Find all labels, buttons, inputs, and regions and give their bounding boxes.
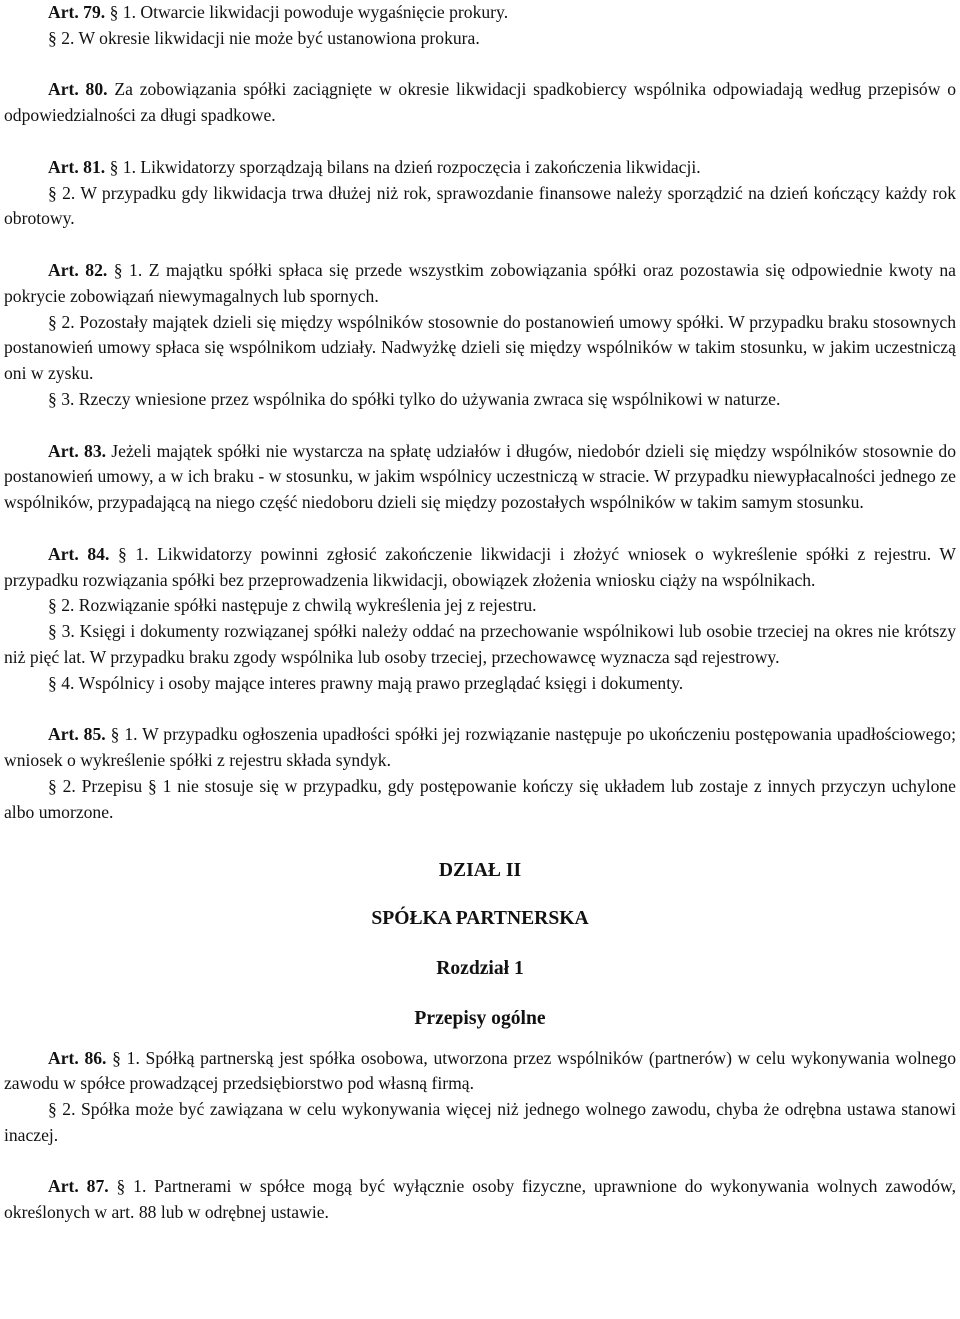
article-label: Art. 82. (48, 259, 108, 280)
paragraph-text: § 1. Spółką partnerską jest spółka osobowa, utworzona przez wspólników (partnerów) w celu wykonywania wolnego zawodu w spółce prowadzącej przedsiębiorstwo pod własną firmą. (4, 1047, 956, 1094)
article-81 (4, 155, 956, 232)
article-81-par-2: § 2. W przypadku gdy likwidacja trwa dłużej niż rok, sprawozdanie finansowe należy sporządzić na dzień kończący każdy rok obrotowy. (4, 182, 956, 229)
chapter-heading: Rozdział 1 (436, 957, 524, 979)
article-87-par-1 (4, 1174, 956, 1226)
article-label: Art. 84. (48, 543, 110, 564)
article-81-par-1 (4, 155, 956, 181)
paragraph-text: § 1. Likwidatorzy powinni zgłosić zakończenie likwidacji i złożyć wniosek o wykreślenie spółki z rejestru. W przypadku rozwiązania spółki bez przeprowadzenia likwidacji, obowiązek złożenia wniosku ciąży na wspólnikach. (4, 543, 957, 590)
paragraph-text: § 1. Z majątku spółki spłaca się przede wszystkim zobowiązania spółki oraz pozostawia się odpowiednie kwoty na pokrycie zobowiązań niewymagalnych lub spornych. (4, 259, 956, 306)
article-86 (4, 1046, 956, 1149)
article-label: Art. 85. (48, 724, 106, 745)
article-80 (4, 77, 956, 129)
article-84 (4, 542, 956, 697)
article-79 (4, 0, 956, 52)
article-label: Art. 87. (48, 1176, 109, 1197)
article-84-par-1 (4, 542, 956, 594)
article-79-par-2: § 2. W okresie likwidacji nie może być ustanowiona prokura. (48, 27, 480, 48)
article-84-par-4: § 4. Wspólnicy i osoby mające interes prawny mają prawo przeglądać księgi i dokumenty. (48, 672, 684, 693)
paragraph-text: Jeżeli majątek spółki nie wystarcza na spłatę udziałów i długów, niedobór dzieli się między wspólników stosownie do postanowień umowy, a w ich braku - w stosunku, w jakim wspólnicy uczestniczą w stracie. W przypadku niewypłacalności jednego ze wspólników, przypadającą na niego część niedoboru dzieli się między pozostałych wspólników w takim samym stosunku. (4, 440, 956, 513)
paragraph-text: § 1. W przypadku ogłoszenia upadłości spółki jej rozwiązanie następuje po ukończeniu postępowania upadłościowego; wniosek o wykreślenie spółki z rejestru składa syndyk. (4, 724, 956, 771)
article-86-par-2: § 2. Spółka może być zawiązana w celu wykonywania więcej niż jednego wolnego zawodu, chyba że odrębna ustawa stanowi inaczej. (4, 1099, 956, 1145)
article-label: Art. 83. (48, 440, 107, 461)
article-82-par-2: § 2. Pozostały majątek dzieli się między wspólników stosownie do postanowień umowy spółki. W przypadku braku stosownych postanowień umowy spłaca się wspólnikom udziały. Nadwyżkę dzieli się między wspólników w takim stosunku, w jakim uczestniczą oni w zysku. (4, 311, 956, 384)
paragraph-text: § 1. Otwarcie likwidacji powoduje wygaśnięcie prokury. (109, 2, 509, 22)
paragraph-text: § 1. Likwidatorzy sporządzają bilans na dzień rozpoczęcia i zakończenia likwidacji. (109, 156, 701, 177)
article-85-par-1 (4, 722, 956, 774)
article-85-par-2: § 2. Przepisu § 1 nie stosuje się w przypadku, gdy postępowanie kończy się układem lub zostaje z innych przyczyn uchylone albo umorzone. (4, 775, 956, 822)
paragraph-text: Za zobowiązania spółki zaciągnięte w okresie likwidacji spadkobiercy wspólnika odpowiadają według przepisów o odpowiedzialności za długi spadkowe. (4, 79, 956, 126)
division-title: SPÓŁKA PARTNERSKA (371, 907, 589, 929)
article-84-par-2: § 2. Rozwiązanie spółki następuje z chwilą wykreślenia jej z rejestru. (48, 595, 537, 616)
paragraph-text: § 1. Partnerami w spółce mogą być wyłącznie osoby fizyczne, uprawnione do wykonywania wolnych zawodów, określonych w art. 88 lub w odrębnej ustawie. (4, 1176, 956, 1223)
article-label: Art. 79. (48, 2, 106, 22)
article-82 (4, 258, 956, 413)
article-label: Art. 86. (48, 1047, 107, 1068)
article-86-par-1 (4, 1046, 956, 1098)
article-82-par-3: § 3. Rzeczy wniesione przez wspólnika do spółki tylko do używania zwraca się wspólnikowi w naturze. (48, 388, 781, 409)
article-83 (4, 439, 956, 516)
article-79-par-1 (4, 0, 956, 26)
chapter-title: Przepisy ogólne (414, 1007, 546, 1029)
article-label: Art. 80. (48, 79, 108, 100)
article-84-par-3: § 3. Księgi i dokumenty rozwiązanej spółki należy oddać na przechowanie wspólnikowi lub osobie trzeciej na okres nie krótszy niż pięć lat. W przypadku braku zgody wspólnika lub osoby trzeciej, przechowawcę wyznacza sąd rejestrowy. (4, 621, 956, 667)
article-label: Art. 81. (48, 156, 106, 177)
article-82-par-1 (4, 258, 956, 310)
article-85 (4, 722, 956, 825)
division-heading: DZIAŁ II (438, 859, 522, 881)
article-83-text (4, 439, 956, 516)
article-80-text (4, 77, 956, 129)
article-87 (4, 1174, 956, 1226)
